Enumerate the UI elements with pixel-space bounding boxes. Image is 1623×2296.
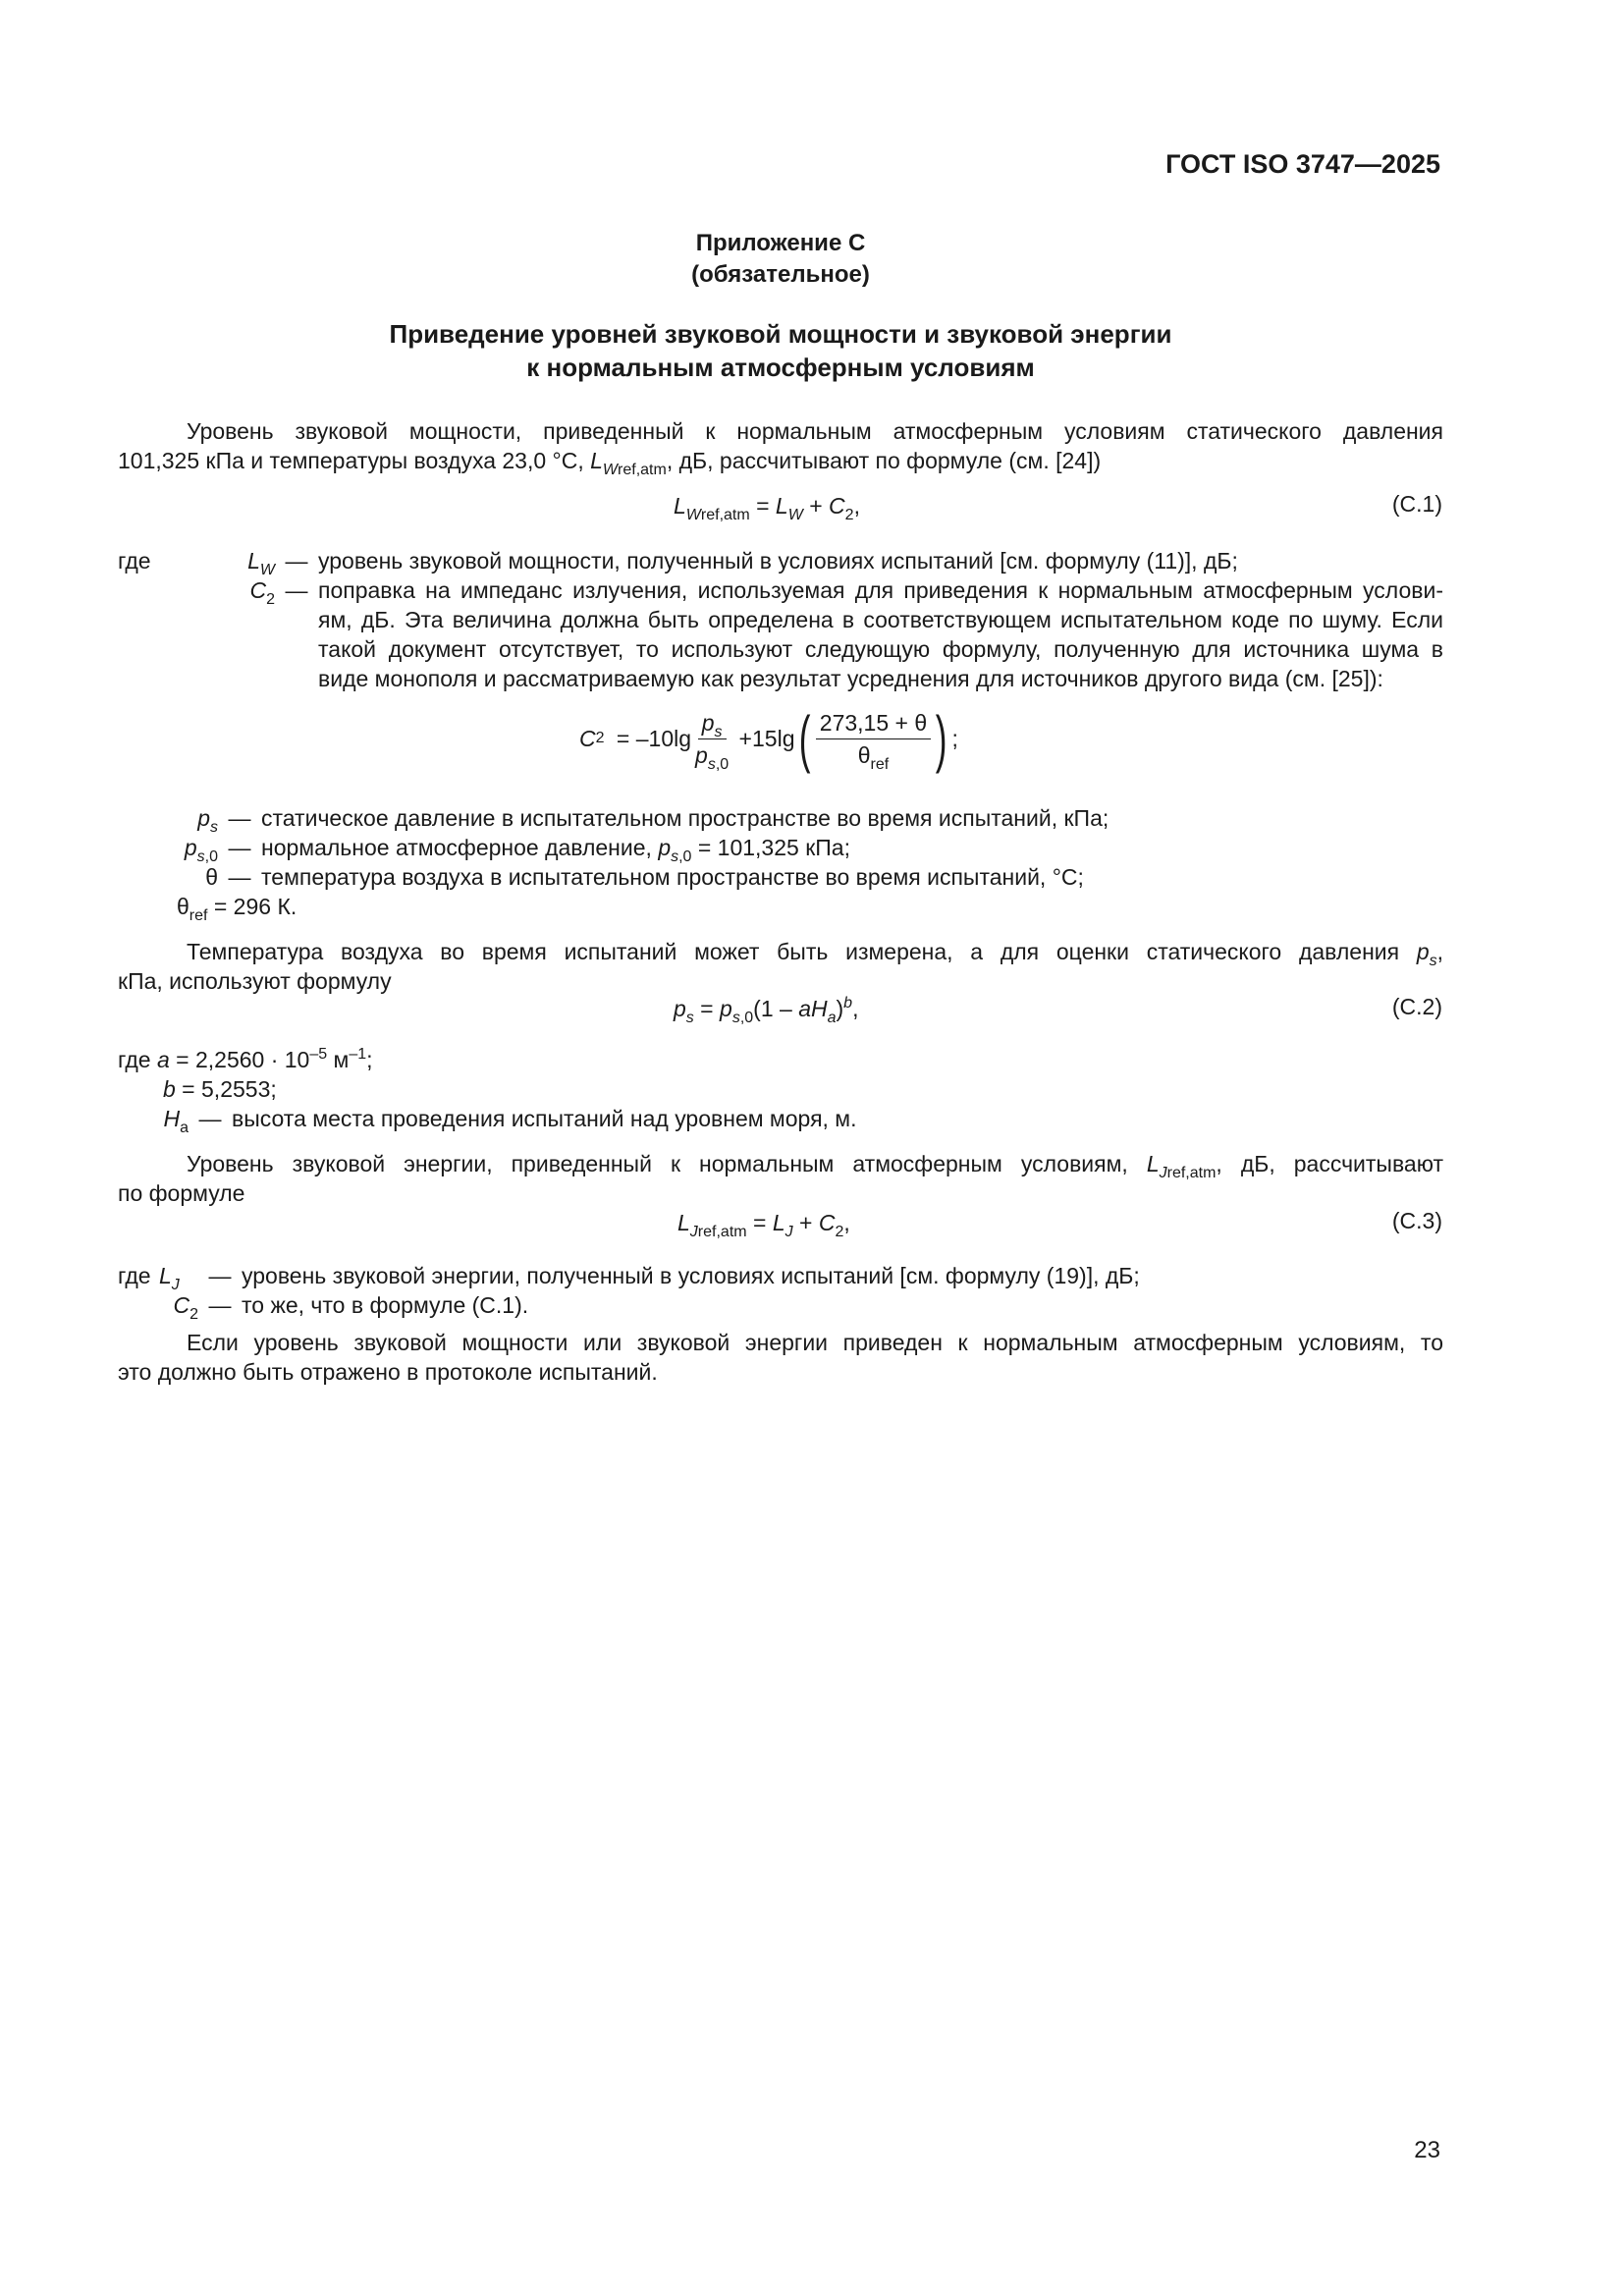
symbol-theta: θ [205, 864, 218, 890]
symbol-theta-ref: $\theta_{ref} = 296$ К. [177, 894, 298, 924]
symbol-ps: $p_s$ [197, 805, 218, 836]
annex-status: (обязательное) [691, 261, 870, 288]
paragraph-2-line2: кПа, используют формулу [118, 968, 392, 994]
paragraph-1-line1: Уровень звуковой мощности, приведенный к нормальным атмосферным условиям статического давления [187, 418, 1443, 444]
formula-c1: $L_{Wref,atm} = L_W + C_2$, [674, 493, 860, 523]
def-b: b = 5,2553; [163, 1076, 277, 1102]
paragraph-4-line1: Если уровень звуковой мощности или звуковой энергии приведен к нормальным атмосферным условиям, то [187, 1330, 1443, 1355]
formula-c2-correction: C 2 = – 10lg $\frac{p_s}{p_{s,0}}$ + 15lg ( $\frac{273,15 + \theta}{\theta_{ref}}$ ) ; [579, 703, 958, 774]
paragraph-1-line2: 101,325 кПа и температуры воздуха 23,0 °С, $L_{Wref,atm}$, дБ, рассчитывают по формуле (см. [24]) [118, 448, 1102, 478]
page-number: 23 [1414, 2137, 1440, 2163]
paragraph-4 [118, 1328, 1443, 1387]
def-ha: $H_a$ — высота места проведения испытаний над уровнем моря, м. [118, 1104, 1443, 1133]
fraction-pressure: $\frac{p_s}{p_{s,0}}$ [695, 709, 730, 773]
annex-title-line1: Приведение уровней звуковой мощности и звуковой энергии [389, 319, 1172, 349]
def-lj: где $L_J$ — уровень звуковой энергии, полученный в условиях испытаний [см. формулу (19)], дБ; [118, 1263, 1140, 1293]
def-a: где $a = 2,2560 \cdot 10^{-5}$ $м^{-1}$; [118, 1046, 373, 1072]
def-theta-ref [118, 892, 1443, 924]
definitions-3 [118, 1045, 1443, 1136]
formula-c2-number: (С.2) [1391, 994, 1442, 1019]
formula-c2: $p_s = p_{s,0}(1 - aH_a)^b$, [674, 995, 859, 1026]
def-ps0: $p_{s,0}$ — нормальное атмосферное давление, $p_{s,0} = 101,325$ кПа; [118, 833, 1443, 862]
c2-definition: поправка на импеданс излучения, используемая для приведения к нормальным атмосферным услови- ям, дБ. Эта величина должна быть определена в соответствующем испытательном коде по шуму. Если такой документ отсутствует, то используют следующую формулу, полученную для источника шума в виде монополя и рассматриваемую как результат усреднения для источников другого вида (см. [25]): [318, 577, 1443, 691]
formula-c1-number: (С.1) [1391, 491, 1442, 517]
definitions-2 [118, 803, 1443, 924]
def-c2: $C_2$ — поправка на импеданс излучения, используемая для приведения к нормальным атмосферным услови- ям, дБ. Эта величина должна быть определена в соответствующем испытательном коде по шуму. Если такой документ отсутствует, то используют следующую формулу, полученную для источника шума в виде монополя и рассматриваемую как результат усреднения для источников другого вида (см. [25]): [118, 575, 1443, 693]
definitions-1 [118, 546, 1443, 693]
paragraph-3-line2: по формуле [118, 1180, 245, 1206]
standard-designation: ГОСТ ISO 3747—2025 [1165, 149, 1440, 179]
symbol-ps0: $p_{s,0}$ [184, 835, 218, 865]
paragraph-2 [118, 937, 1443, 996]
symbol-lw: $L_W$ [247, 548, 275, 578]
symbol-lj: $L_J$ [159, 1263, 180, 1293]
annex-heading [118, 228, 1443, 291]
formula-c3: $L_{Jref,atm} = L_J + C_2$, [677, 1210, 850, 1240]
paragraph-2-line1: Температура воздуха во время испытаний может быть измерена, а для оценки статического давления $p_s$, [187, 939, 1443, 969]
where-label: где [118, 548, 151, 574]
lw-definition: уровень звуковой мощности, полученный в условиях испытаний [см. формулу (11)], дБ; [318, 548, 1238, 574]
def-lw: где $L_W$ — уровень звуковой мощности, полученный в условиях испытаний [см. формулу (11)], дБ; [118, 548, 1238, 578]
formula-c3-number: (С.3) [1391, 1208, 1442, 1233]
def-c2-repeat: $C_2$ — то же, что в формуле (С.1). [118, 1290, 1443, 1320]
definitions-4 [118, 1261, 1443, 1323]
annex-title-line2: к нормальным атмосферным условиям [526, 353, 1035, 382]
annex-label: Приложение С [695, 230, 866, 256]
paragraph-3-line1: Уровень звуковой энергии, приведенный к нормальным атмосферным условиям, $L_{Jref,atm}$, дБ, рассчитывают [187, 1151, 1443, 1181]
def-theta: θ — температура воздуха в испытательном пространстве во время испытаний, °С; [118, 862, 1443, 892]
paragraph-4-line2: это должно быть отражено в протоколе испытаний. [118, 1359, 658, 1385]
paragraph-1 [118, 416, 1443, 478]
symbol-c2: $C_2$ [249, 577, 275, 608]
def-ps: $p_s$ — статическое давление в испытательном пространстве во время испытаний, кПа; [118, 803, 1443, 833]
annex-title [118, 317, 1443, 384]
symbol-c2-repeat: $C_2$ [173, 1292, 198, 1323]
paragraph-3 [118, 1149, 1443, 1208]
fraction-temperature: $\frac{273,15 + \theta}{\theta_{ref}}$ [816, 709, 931, 769]
symbol-ha: $H_a$ [163, 1106, 189, 1136]
